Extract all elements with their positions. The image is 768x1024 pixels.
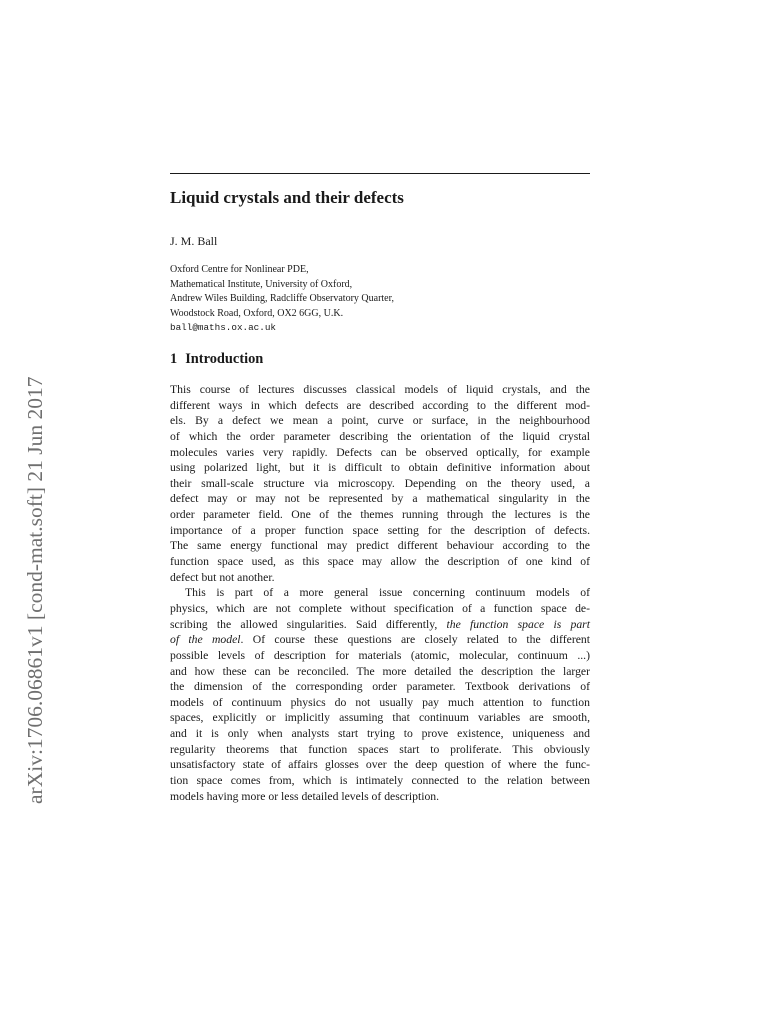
affiliation-line: Andrew Wiles Building, Radcliffe Observatory Quarter, [170,293,395,304]
section-heading [170,350,263,368]
text-line: and it is only when analysts start trying to prove existence, uniqueness and [170,727,590,741]
author-email: ball@maths.ox.ac.uk [170,322,277,333]
text-line: models having more or less detailed levels of description. [170,789,440,803]
text-line: els. By a defect we mean a point, curve or surface, in the neighbourhood [170,414,590,428]
text-line: different ways in which defects are described according to the different mod- [170,398,590,412]
text-line: models of continuum physics do not usually pay much attention to function [170,695,590,709]
text-line: defect but not another. [170,570,275,584]
paragraph-2 [170,585,590,804]
author-name: J. M. Ball [170,234,218,248]
paragraph-1 [170,382,590,585]
text-line: spaces, explicitly or implicitly assuming that continuum variables are smooth, [170,711,590,725]
text-line: unsatisfactory state of affairs glosses over the deep question of where the func- [170,758,590,772]
text-line: possible levels of description for materials (atomic, molecular, continuum ...) [170,648,590,662]
text-line: This is part of a more general issue concerning continuum models of [185,586,590,600]
text-line: using polarized light, but it is difficult to obtain definitive information about [170,461,590,475]
text-line: molecules varies very rapidly. Defects can be observed optically, for example [170,445,590,459]
author-affiliation [170,263,394,336]
text-line: the dimension of the corresponding order parameter. Textbook derivations of [170,680,590,694]
emphasis-text: the function space is part [446,617,590,631]
text-line: order parameter field. One of the themes running through the lectures is the [170,508,590,522]
title-rule [170,173,590,174]
section-number: 1 [170,351,178,367]
text-line: physics, which are not complete without specification of a function space de- [170,601,590,615]
text-line: function space used, as this space may allow the description of one kind of [170,555,590,569]
affiliation-line: Mathematical Institute, University of Oxford, [170,278,353,290]
affiliation-line: Woodstock Road, Oxford, OX2 6GG, U.K. [170,307,344,319]
arxiv-identifier-text: arXiv:1706.06861v1 [cond-mat.soft] 21 Jun 2017 [23,376,47,804]
text-line: and how these can be reconciled. The more detailed the description the larger [170,664,590,678]
text-line: importance of a proper function space setting for the description of defects. [170,523,590,537]
text-line: their small-scale structure via microscopy. Depending on the theory used, a [170,476,590,490]
text-line: of which the order parameter describing the orientation of the liquid crystal [170,429,590,443]
text-line: The same energy functional may predict different behaviour according to the [170,539,590,553]
text-line: tion space comes from, which is intimately connected to the relation between [170,774,590,788]
affiliation-line: Oxford Centre for Nonlinear PDE, [170,264,309,275]
text-line [170,617,590,633]
section-title: Introduction [185,351,264,367]
text-line: defect may or may not be represented by a mathematical singularity in the [170,492,590,506]
introduction-body [170,382,590,804]
paper-title: Liquid crystals and their defects [170,188,404,207]
text-run: . Of course these questions are closely related to the different [240,633,590,647]
emphasis-text: of the model [170,633,241,647]
text-line: regularity theorems that function spaces start to proliferate. This obviously [170,742,590,756]
text-run: scribing the allowed singularities. Said differently, [170,617,447,631]
arxiv-identifier-stamp [19,250,51,804]
text-line [170,632,590,648]
text-line: This course of lectures discusses classical models of liquid crystals, and the [170,383,590,396]
